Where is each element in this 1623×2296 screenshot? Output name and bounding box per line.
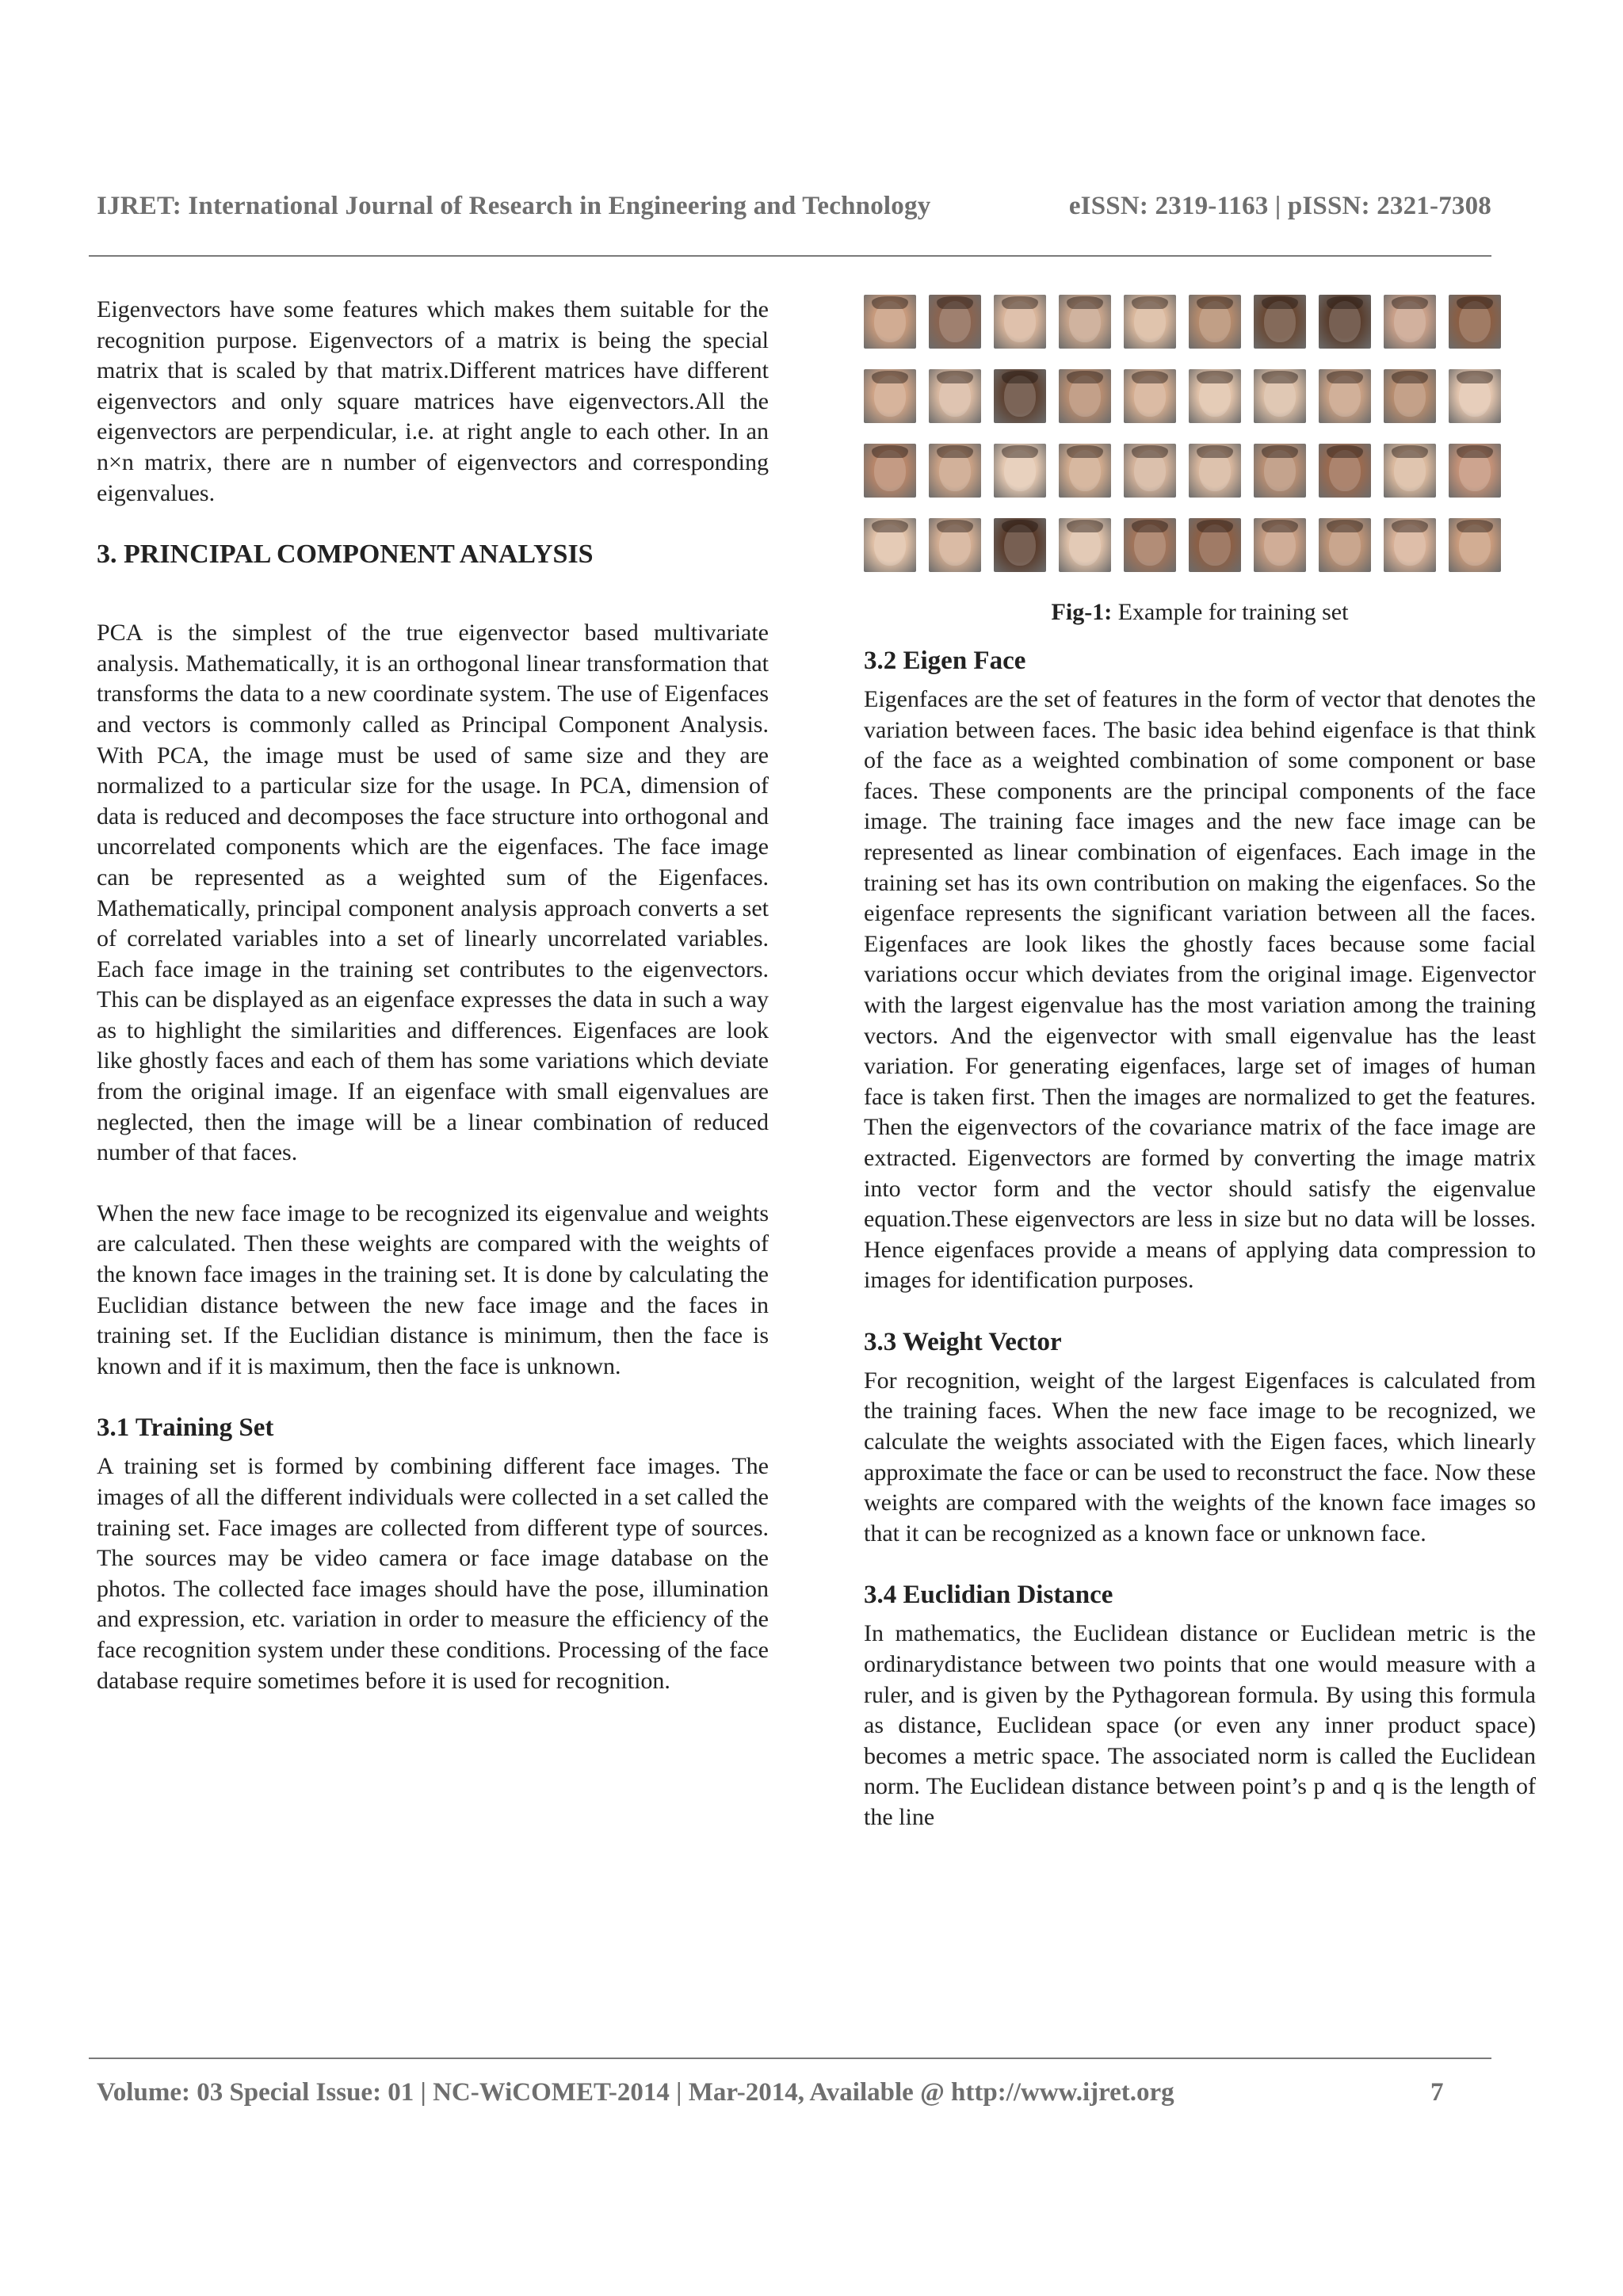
face-thumbnail [1124,518,1176,572]
journal-title: IJRET: International Journal of Research in Engineering and Technology [97,192,931,220]
face-thumbnail [1059,369,1111,423]
face-thumbnail [1059,444,1111,498]
pca-paragraph-1: PCA is the simplest of the true eigenvector based multivariate analysis. Mathematically, it is an orthogonal linear transformation that transforms the data to a new coordinate system. The use of Eigenfaces and vectors is commonly called as Principal Component Analysis. With PCA, the image must be used of same size and they are normalized to a particular size for the usage. In PCA, dimension of data is reduced and decomposes the face structure into orthogonal and uncorrelated components which are the eigenfaces. The face image can be represented as a weighted sum of the Eigenfaces. Mathematically, principal component analysis approach converts a set of correlated variables into a set of linearly uncorrelated variables. Each face image in the training set contributes to the eigenvectors. This can be displayed as an eigenface expresses the data in such a way as to highlight the similarities and differences. Eigenfaces are look like ghostly faces and each of them has some variations which deviate from the original image. If an eigenface with small eigenvalues are neglected, then the image will be a linear combination of reduced number of that faces. [97,620,769,1166]
face-thumbnail [1254,369,1306,423]
section-3-heading: 3. PRINCIPAL COMPONENT ANALYSIS [97,540,594,570]
face-thumbnail [994,518,1046,572]
face-thumbnail [1254,444,1306,498]
footer-citation: Volume: 03 Special Issue: 01 | NC-WiCOMET-2014 | Mar-2014, Available @ http://www.ijret.org [97,2078,1174,2107]
face-thumbnail [1384,295,1436,349]
face-thumbnail [864,444,916,498]
intro-paragraph: Eigenvectors have some features which makes them suitable for the recognition purpose. Eigenvectors of a matrix is being the special matrix that is scaled by that matrix.Different matrices have different eigenvectors and only square matrices have eigenvectors.All the eigenvectors are perpendicular, i.e. at right angle to each other. In an n×n matrix, there are n number of eigenvectors and corresponding eigenvalues. [97,296,769,506]
face-thumbnail [1384,444,1436,498]
left-column [97,295,769,1696]
right-column [864,295,1536,1833]
face-thumbnail [929,444,981,498]
face-thumbnail [994,369,1046,423]
eigen-face-paragraph: Eigenfaces are the set of features in the form of vector that denotes the variation between faces. The basic idea behind eigenface is that think of the face as a weighted combination of some component or base faces. These components are the principal components of the face image. The training face images and the new face image can be represented as linear combination of eigenfaces. Each image in the training set has its own contribution on making the eigenfaces. So the eigenface represents the significant variation between all the faces. Eigenfaces are look likes the ghostly faces because some facial variations occur which deviates from the original image. Eigenvector with the largest eigenvalue has the most variation among the training vectors. And the eigenvector with small eigenvalue has the least variation. For generating eigenfaces, large set of images of human face is taken first. Then the images are normalized to get the features. Then the eigenvectors of the covariance matrix of the face image are extracted. Eigenvectors are formed by converting the image matrix into vector form and the vector should satisfy the eigenvalue equation.These eigenvectors are less in size but no data will be losses. Hence eigenfaces provide a means of applying data compression to images for identification purposes. [864,686,1536,1294]
face-thumbnail [864,369,916,423]
face-thumbnail [994,444,1046,498]
footer-divider [89,2058,1491,2059]
face-thumbnail [1254,295,1306,349]
face-thumbnail [1449,518,1501,572]
section-3-1-heading: 3.1 Training Set [97,1413,274,1443]
face-thumbnail [1449,295,1501,349]
running-footer [97,2078,1444,2107]
face-thumbnail [864,295,916,349]
face-thumbnail [1189,444,1241,498]
weight-vector-paragraph: For recognition, weight of the largest Eigenfaces is calculated from the training faces. When the new face image to be recognized, we calculate the weights associated with the Eigen faces, which linearly approximate the face or can be used to reconstruct the face. Now these weights are compared with the weights of the known face images so that it can be recognized as a known face or unknown face. [864,1367,1536,1547]
face-thumbnail [1059,518,1111,572]
face-thumbnail [1384,518,1436,572]
running-header [97,192,1491,221]
face-thumbnail [1449,444,1501,498]
figure-caption [864,597,1536,627]
face-thumbnail [929,295,981,349]
face-thumbnail [1384,369,1436,423]
training-set-paragraph: A training set is formed by combining different face images. The images of all the different individuals were collected in a set called the training set. Face images are collected from different type of sources. The sources may be video camera or face image database on the photos. The collected face images should have the pose, illumination and expression, etc. variation in order to measure the efficiency of the face recognition system under these conditions. Processing of the face database require sometimes before it is used for recognition. [97,1453,769,1694]
face-thumbnail [1254,518,1306,572]
issn-info: eISSN: 2319-1163 | pISSN: 2321-7308 [1068,192,1491,220]
face-thumbnail [864,518,916,572]
figure-label: Fig-1: [1051,599,1113,625]
face-thumbnail [929,369,981,423]
page-number: 7 [1430,2078,1444,2107]
section-3-2-heading: 3.2 Eigen Face [864,646,1026,675]
face-thumbnail [1189,518,1241,572]
training-set-figure [864,295,1523,572]
face-thumbnail [1059,295,1111,349]
pca-paragraph-2: When the new face image to be recognized its eigenvalue and weights are calculated. Then these weights are compared with the weights of the known face images in the training set. It is done by calculating the Euclidian distance between the new face image and the faces in training set. If the Euclidian distance is minimum, then the face is known and if it is maximum, then the face is unknown. [97,1199,769,1379]
header-divider [89,255,1491,257]
face-thumbnail [1319,369,1371,423]
face-thumbnail [1124,295,1176,349]
face-thumbnail [1124,444,1176,498]
euclidian-paragraph: In mathematics, the Euclidean distance or Euclidean metric is the ordinarydistance between two points that one would measure with a ruler, and is given by the Pythagorean formula. By using this formula as distance, Euclidean space (or even any inner product space) becomes a metric space. The associated norm is called the Euclidean norm. The Euclidean distance between point’s p and q is the length of the line [864,1620,1536,1830]
face-thumbnail [1124,369,1176,423]
figure-caption-text: Example for training set [1112,599,1349,625]
section-3-4-heading: 3.4 Euclidian Distance [864,1581,1113,1610]
face-thumbnail [1319,444,1371,498]
face-thumbnail [1319,295,1371,349]
section-3-3-heading: 3.3 Weight Vector [864,1327,1062,1356]
face-thumbnail [1319,518,1371,572]
face-thumbnail [994,295,1046,349]
face-thumbnail [1449,369,1501,423]
face-thumbnail [1189,295,1241,349]
face-thumbnail [929,518,981,572]
face-thumbnail [1189,369,1241,423]
